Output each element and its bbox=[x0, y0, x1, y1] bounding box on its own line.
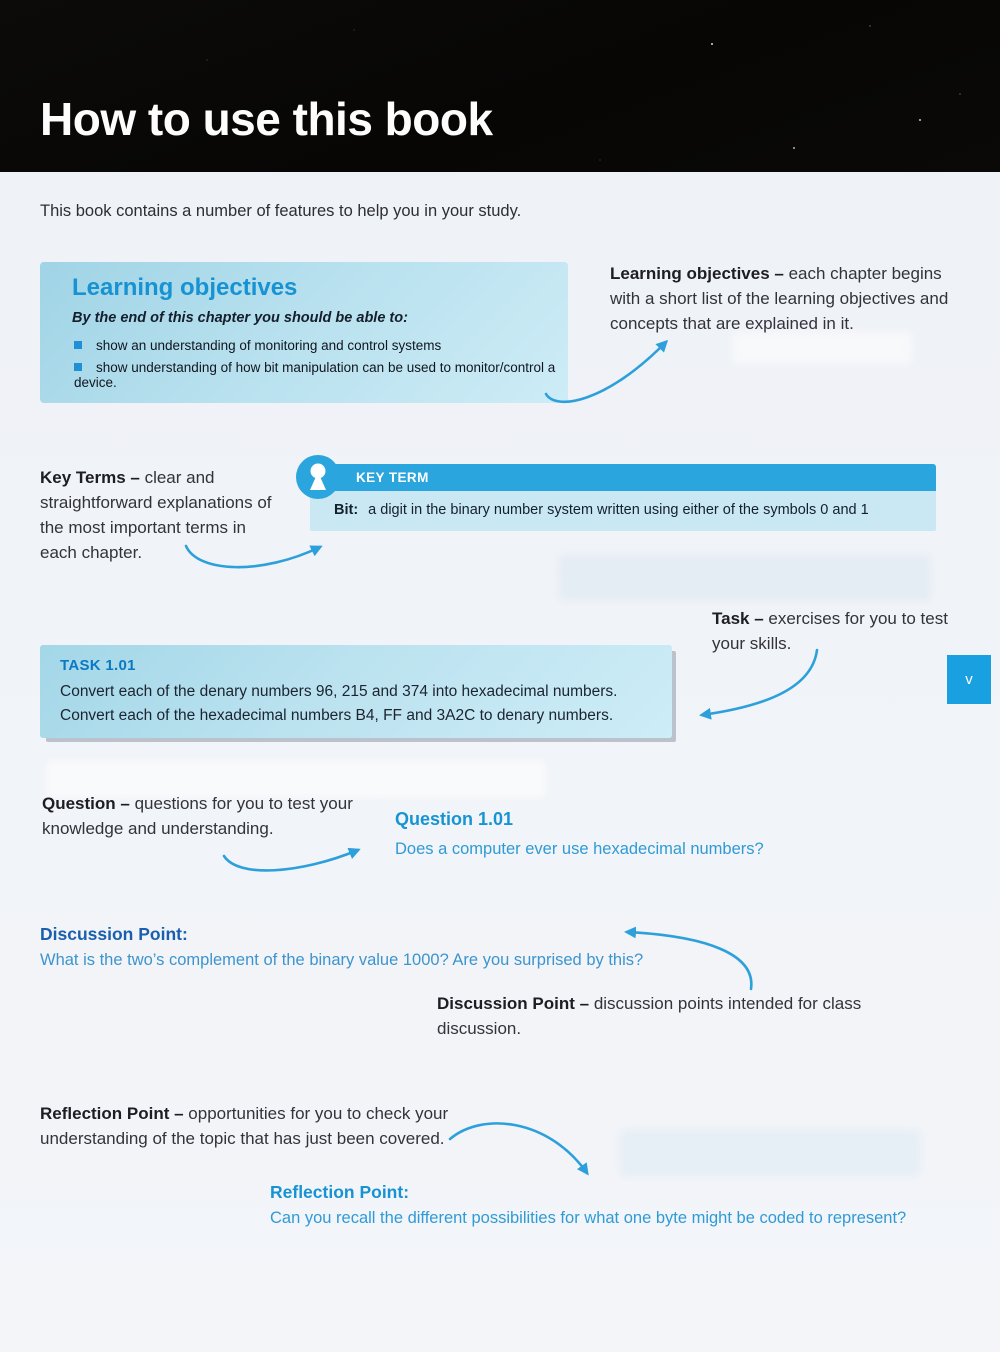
key-term-word: Bit: bbox=[334, 502, 359, 518]
arrow-reflection bbox=[450, 1123, 587, 1173]
annotation-bold: Question – bbox=[42, 794, 135, 813]
reflection-example-title: Reflection Point: bbox=[270, 1182, 410, 1202]
learning-objectives-lead: By the end of this chapter you should be able to: bbox=[72, 310, 408, 326]
objective-item bbox=[74, 338, 441, 353]
annotation-bold: Key Terms – bbox=[40, 468, 145, 487]
annotation-key-terms bbox=[40, 466, 278, 566]
annotation-rest: clear and straightforward explanations of the most important terms in each chapter. bbox=[40, 468, 272, 562]
learning-objectives-title: Learning objectives bbox=[72, 274, 298, 301]
page-title: How to use this book bbox=[40, 93, 493, 145]
objective-text: show an understanding of monitoring and control systems bbox=[96, 338, 442, 353]
discussion-example-title: Discussion Point: bbox=[40, 924, 188, 944]
discussion-example-text: What is the two’s complement of the binary value 1000? Are you surprised by this? bbox=[40, 951, 644, 969]
key-term-definition: a digit in the binary number system written using either of the symbols 0 and 1 bbox=[368, 502, 869, 518]
bullet-square-icon bbox=[74, 341, 82, 349]
annotation-rest: questions for you to test your knowledge and understanding. bbox=[42, 794, 353, 838]
key-term-box bbox=[310, 464, 936, 531]
annotation-rest: opportunities for you to check your understanding of the topic that has just been covered. bbox=[40, 1104, 449, 1148]
objective-text: show understanding of how bit manipulation can be used to monitor/control a device. bbox=[74, 360, 556, 390]
arrow-discussion bbox=[627, 932, 751, 989]
annotation-task bbox=[712, 607, 950, 657]
objective-item bbox=[74, 360, 568, 390]
dust-specks bbox=[0, 0, 4, 4]
question-example-title: Question 1.01 bbox=[395, 809, 514, 829]
key-term-body bbox=[310, 491, 936, 531]
annotation-learning-objectives bbox=[610, 262, 962, 337]
key-term-header: KEY TERM bbox=[310, 464, 936, 491]
task-line: Convert each of the denary numbers 96, 215 and 374 into hexadecimal numbers. bbox=[60, 683, 618, 700]
task-line: Convert each of the hexadecimal numbers B4, FF and 3A2C to denary numbers. bbox=[60, 707, 614, 724]
keyhole-icon bbox=[295, 454, 341, 500]
bleedthrough-artifact bbox=[560, 556, 930, 600]
annotation-discussion bbox=[437, 992, 947, 1042]
intro-text: This book contains a number of features to help you in your study. bbox=[40, 202, 522, 220]
bullet-square-icon bbox=[74, 363, 82, 371]
bleedthrough-artifact bbox=[620, 1130, 920, 1176]
annotation-rest: discussion points intended for class discussion. bbox=[437, 994, 862, 1038]
arrow-question bbox=[224, 850, 358, 870]
task-box bbox=[40, 645, 672, 738]
annotation-bold: Task – bbox=[712, 609, 769, 628]
annotation-bold: Reflection Point – bbox=[40, 1104, 189, 1123]
annotation-bold: Learning objectives – bbox=[610, 264, 789, 283]
task-title: TASK 1.01 bbox=[60, 657, 136, 674]
arrow-task bbox=[702, 650, 817, 715]
annotation-reflection bbox=[40, 1102, 468, 1152]
question-example-text: Does a computer ever use hexadecimal numbers? bbox=[395, 840, 764, 858]
chapter-header-band bbox=[0, 0, 1000, 172]
annotation-bold: Discussion Point – bbox=[437, 994, 594, 1013]
annotation-rest: each chapter begins with a short list of the learning objectives and concepts that are explained in it. bbox=[610, 264, 949, 333]
annotation-question bbox=[42, 792, 364, 842]
page-number-tab: v bbox=[947, 655, 991, 704]
annotation-rest: exercises for you to test your skills. bbox=[712, 609, 948, 653]
learning-objectives-box bbox=[40, 262, 568, 403]
reflection-example-text: Can you recall the different possibilities for what one byte might be coded to represent? bbox=[270, 1209, 907, 1227]
